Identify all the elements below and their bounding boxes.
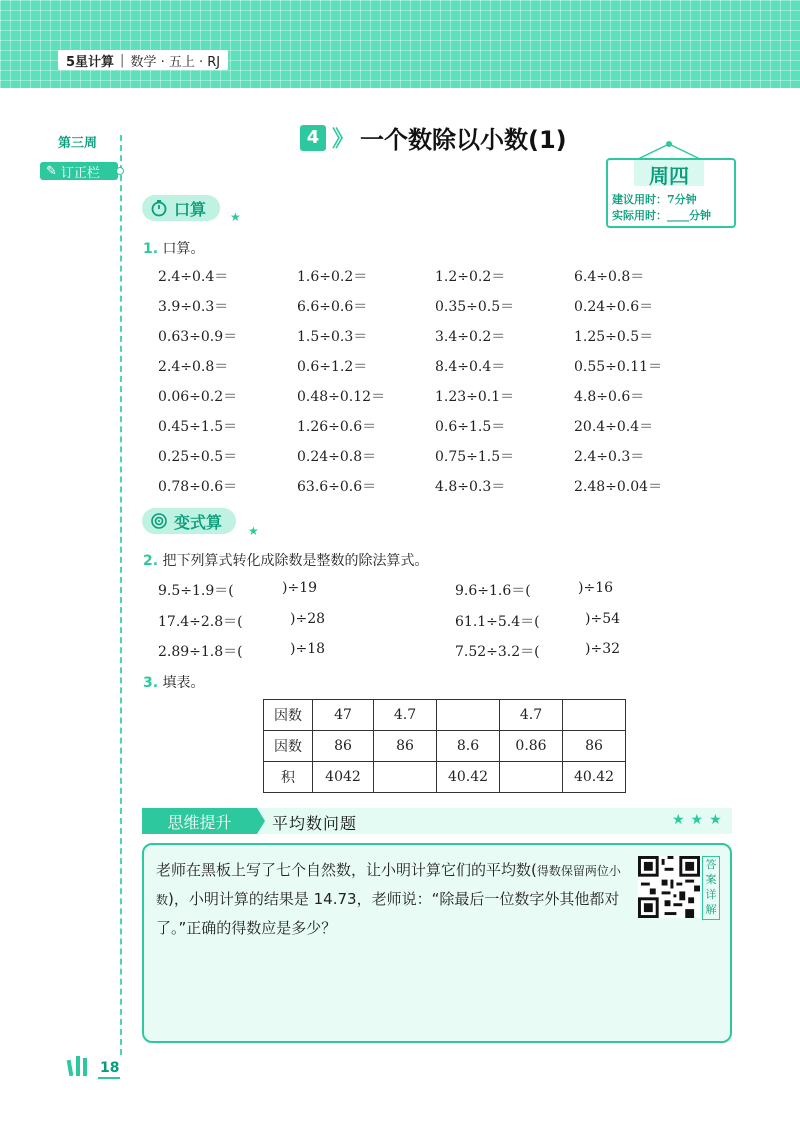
brand-subject: 数学 · 五上 · RJ (130, 54, 221, 70)
table-cell: 40.42 (563, 762, 626, 793)
table-cell: 积 (264, 762, 313, 793)
week-label: 第三周 (58, 136, 98, 151)
star-icon: ★ (230, 210, 241, 224)
oral-problem: 6.6÷0.6＝ (297, 299, 368, 315)
page-number: 18 (100, 1060, 120, 1076)
conversion-right: )÷28 (290, 611, 326, 627)
table-cell: 40.42 (437, 762, 500, 793)
oral-problem: 2.4÷0.3＝ (574, 449, 645, 465)
table-row (264, 762, 626, 793)
actual-time[interactable]: 实际用时：____分钟 (612, 209, 711, 222)
table-cell: 因数 (264, 700, 313, 731)
oral-problem: 1.26÷0.6＝ (297, 419, 377, 435)
qr-code-icon[interactable] (638, 856, 700, 918)
table-cell-blank[interactable] (374, 762, 437, 793)
oral-problem: 0.24÷0.8＝ (297, 449, 377, 465)
oral-problem: 0.24÷0.6＝ (574, 299, 654, 315)
lesson-number: 4 (300, 125, 326, 151)
oral-problem: 0.6÷1.2＝ (297, 359, 368, 375)
conversion-left: 61.1÷5.4＝( (455, 614, 540, 630)
table-cell: 47 (313, 700, 374, 731)
oral-problem: 4.8÷0.3＝ (435, 479, 506, 495)
table-cell: 4.7 (500, 700, 563, 731)
oral-problem: 63.6÷0.6＝ (297, 479, 377, 495)
brand-label (58, 50, 228, 70)
brand-divider: | (120, 52, 125, 68)
question-text: 口算。 (162, 241, 205, 257)
thinking-topic: 平均数问题 (272, 814, 358, 833)
question-number: 2. (143, 553, 159, 569)
table-cell: 86 (563, 731, 626, 762)
oral-problem: 2.4÷0.8＝ (158, 359, 229, 375)
problem-note: 得数保留两位小数 (156, 864, 621, 907)
pencil-icon: ✎ (46, 163, 57, 179)
oral-problem: 0.45÷1.5＝ (158, 419, 238, 435)
oral-problem: 1.6÷0.2＝ (297, 269, 368, 285)
problem-text: 老师在黑板上写了七个自然数，让小明计算它们的平均数( (156, 861, 537, 879)
question-3 (143, 672, 205, 692)
oral-problem: 0.63÷0.9＝ (158, 329, 238, 345)
section-oral-label: 口算 (174, 199, 207, 219)
oral-problem: 0.35÷0.5＝ (435, 299, 515, 315)
suggested-time: 建议用时：7分钟 (612, 193, 697, 206)
question-text: 填表。 (162, 675, 205, 691)
oral-problem: 1.5÷0.3＝ (297, 329, 368, 345)
fill-table (263, 699, 626, 793)
oral-problem: 8.4÷0.4＝ (435, 359, 506, 375)
conversion-right: )÷19 (282, 580, 318, 596)
question-2 (143, 550, 429, 570)
oral-problem: 2.4÷0.4＝ (158, 269, 229, 285)
table-cell: 4.7 (374, 700, 437, 731)
books-icon (66, 1054, 96, 1076)
oral-problem: 1.25÷0.5＝ (574, 329, 654, 345)
conversion-right: )÷54 (585, 611, 621, 627)
section-variant (142, 508, 236, 534)
correction-label: 订正栏 (60, 165, 100, 181)
table-cell-blank[interactable] (437, 700, 500, 731)
oral-problem: 0.78÷0.6＝ (158, 479, 238, 495)
problem-text: )，小明计算的结果是 14.73，老师说：“除最后一位数字外其他都对了。”正确的得数应是多少？ (156, 890, 620, 937)
table-row (264, 700, 626, 731)
rating-stars-icon: ★★★ (672, 812, 728, 828)
header-band (0, 0, 800, 88)
table-cell: 86 (374, 731, 437, 762)
conversion-left: 9.6÷1.6＝( (455, 583, 531, 599)
lesson-title: 一个数除以小数(1) (360, 126, 567, 154)
conversion-left: 17.4÷2.8＝( (158, 614, 243, 630)
oral-problem: 0.6÷1.5＝ (435, 419, 506, 435)
question-number: 1. (143, 241, 159, 257)
thinking-tag: 思维提升 (142, 808, 257, 834)
correction-margin-line (120, 135, 122, 1055)
conversion-left: 7.52÷3.2＝( (455, 644, 540, 660)
star-icon: ★ (248, 524, 259, 538)
conversion-right: )÷16 (578, 580, 614, 596)
page-underline (98, 1077, 120, 1079)
correction-tab (40, 162, 118, 180)
table-row (264, 731, 626, 762)
table-cell: 8.6 (437, 731, 500, 762)
conversion-left: 9.5÷1.9＝( (158, 583, 234, 599)
question-1 (143, 238, 205, 258)
table-cell: 4042 (313, 762, 374, 793)
thinking-problem (156, 856, 636, 942)
oral-problem: 3.9÷0.3＝ (158, 299, 229, 315)
table-cell: 因数 (264, 731, 313, 762)
oral-problem: 2.48÷0.04＝ (574, 479, 663, 495)
margin-dot (116, 167, 124, 175)
oral-problem: 20.4÷0.4＝ (574, 419, 654, 435)
table-cell: 0.86 (500, 731, 563, 762)
oral-problem: 0.48÷0.12＝ (297, 389, 386, 405)
stopwatch-icon (150, 199, 168, 217)
oral-problem: 6.4÷0.8＝ (574, 269, 645, 285)
table-cell-blank[interactable] (500, 762, 563, 793)
table-cell: 86 (313, 731, 374, 762)
chevron-icon: 》 (332, 127, 355, 152)
section-variant-label: 变式算 (174, 512, 223, 532)
oral-problem: 0.75÷1.5＝ (435, 449, 515, 465)
conversion-left: 2.89÷1.8＝( (158, 644, 243, 660)
target-icon (150, 512, 168, 530)
section-oral (142, 195, 220, 221)
oral-problem: 0.25÷0.5＝ (158, 449, 238, 465)
table-cell-blank[interactable] (563, 700, 626, 731)
lesson-title-block (300, 120, 567, 155)
question-text: 把下列算式转化成除数是整数的除法算式。 (162, 553, 429, 569)
oral-problem: 1.2÷0.2＝ (435, 269, 506, 285)
oral-problem: 0.55÷0.11＝ (574, 359, 663, 375)
tag-arrow (257, 808, 265, 834)
conversion-right: )÷32 (585, 641, 621, 657)
conversion-right: )÷18 (290, 641, 326, 657)
question-number: 3. (143, 675, 159, 691)
oral-problem: 1.23÷0.1＝ (435, 389, 515, 405)
answer-detail-label[interactable]: 答案详解 (702, 856, 720, 920)
day-label: 周四 (634, 160, 704, 186)
oral-problem: 4.8÷0.6＝ (574, 389, 645, 405)
oral-problem: 3.4÷0.2＝ (435, 329, 506, 345)
oral-problem: 0.06÷0.2＝ (158, 389, 238, 405)
brand-name: 5星计算 (66, 54, 115, 70)
